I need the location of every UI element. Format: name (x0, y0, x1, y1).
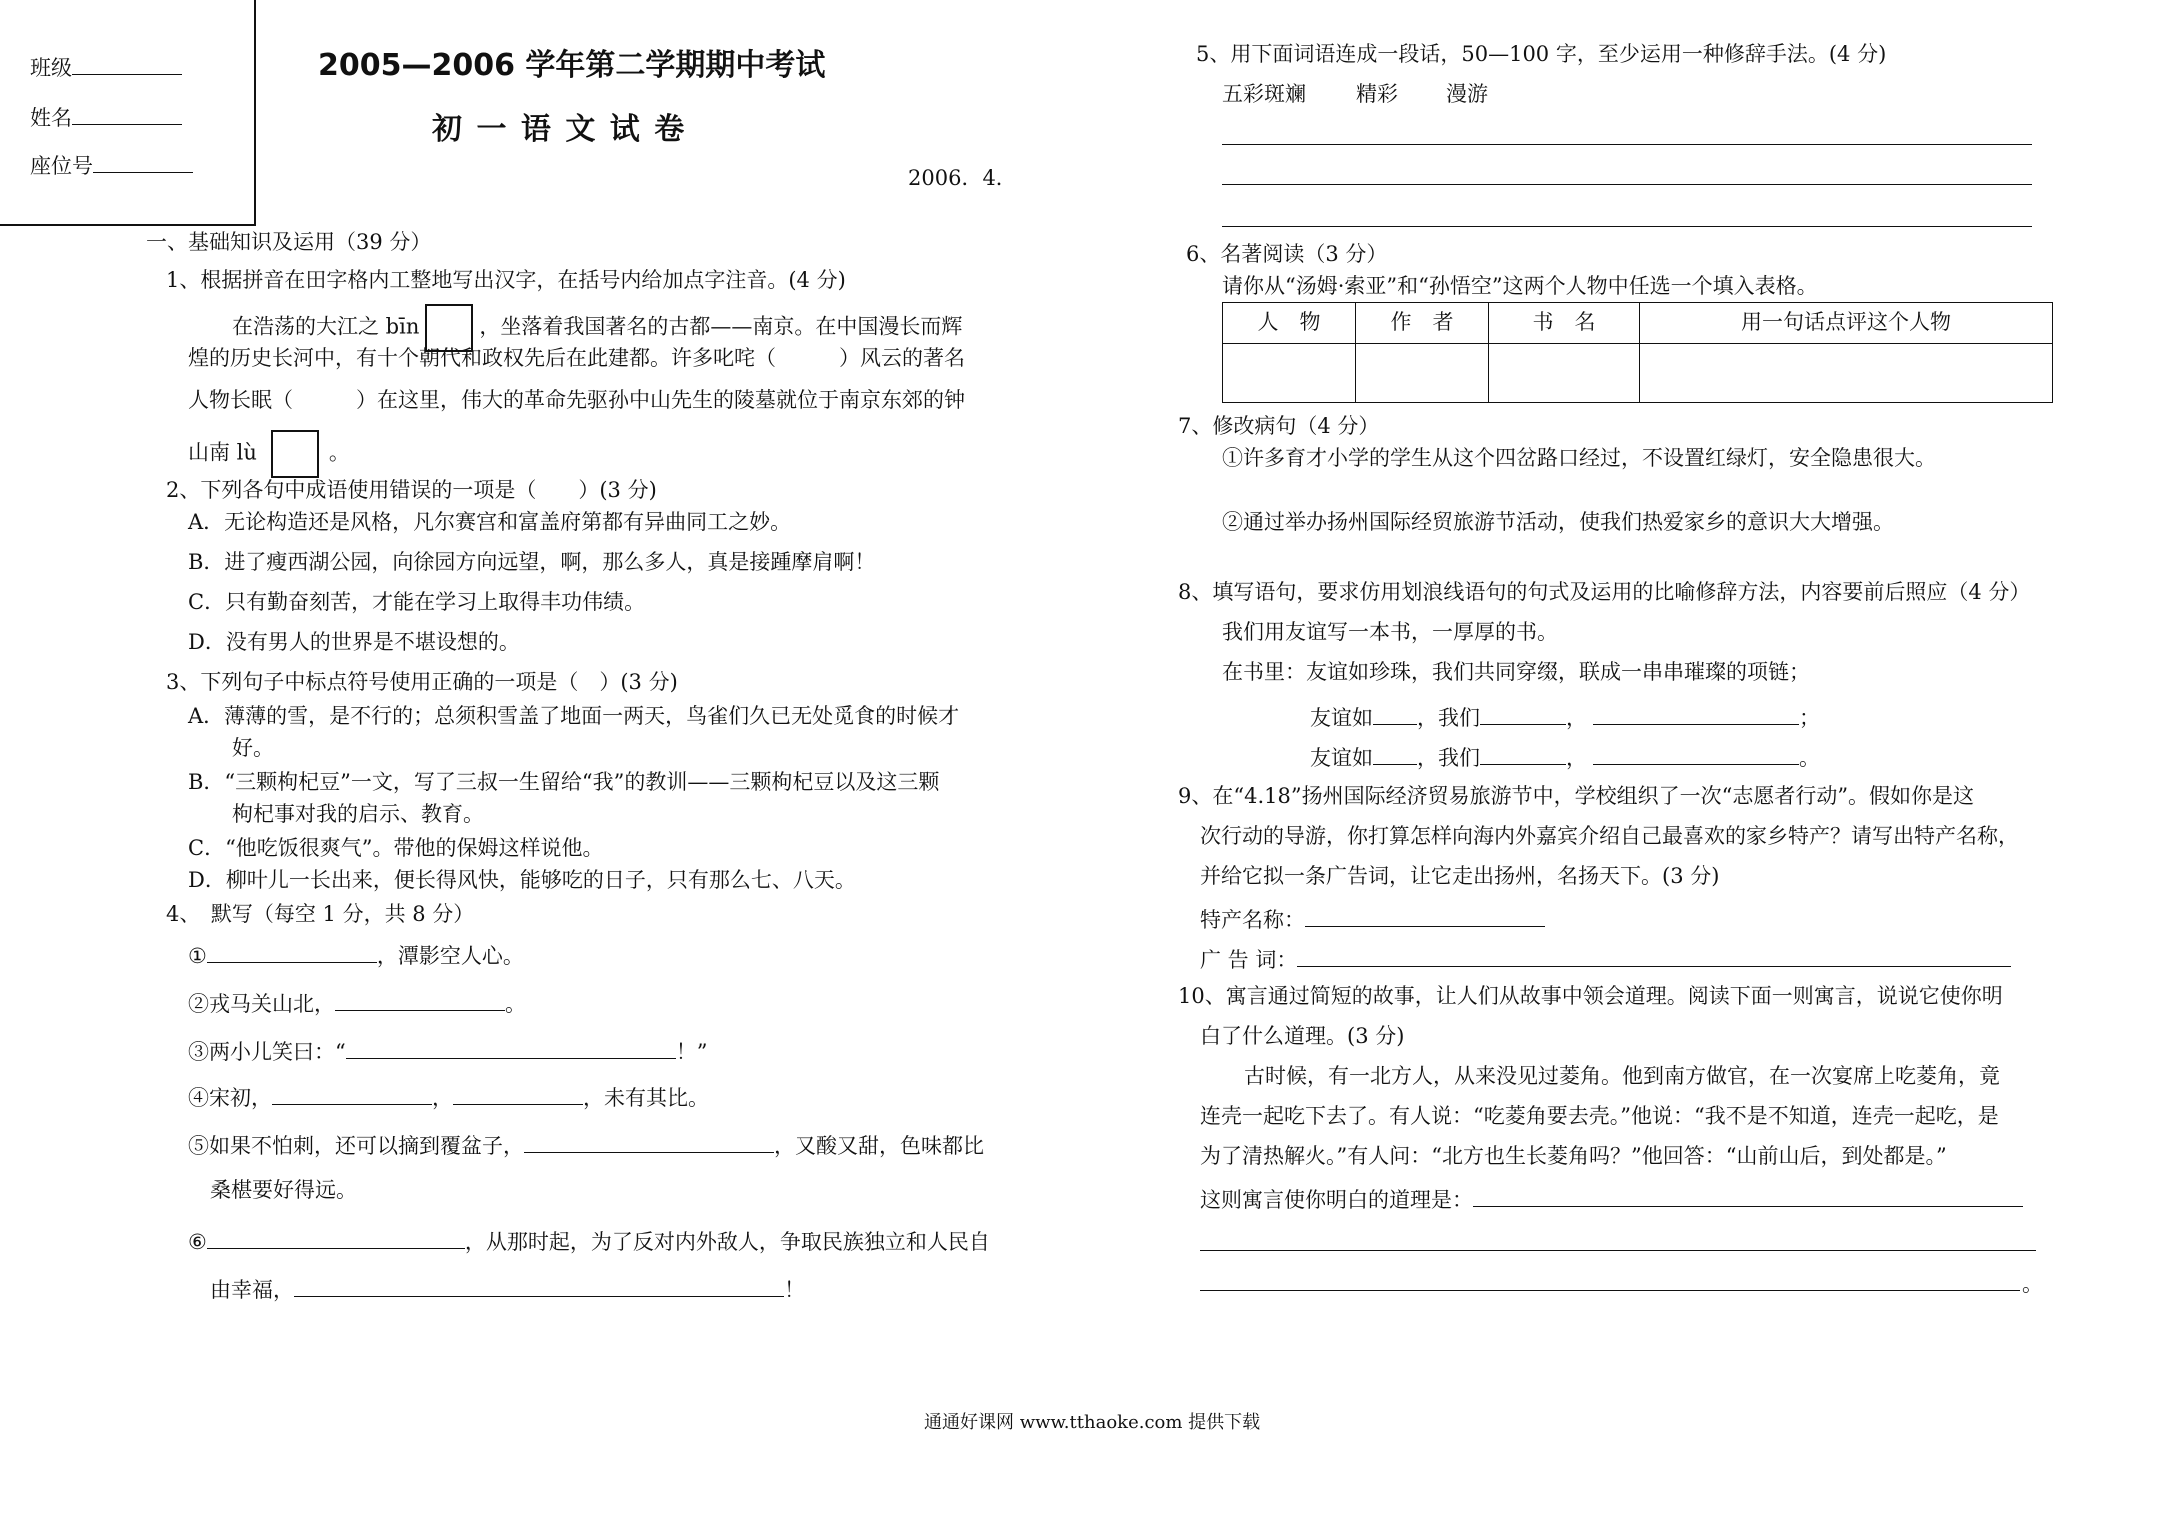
q4-item-1: ① ，潭影空人心。 (188, 940, 524, 969)
q9-line-1: 9、在“4.18”扬州国际经济贸易旅游节中，学校组织了一次“志愿者行动”。假如你是这 (1178, 784, 1975, 808)
q7-stem: 7、修改病句（4 分） (1178, 414, 1380, 438)
col-character: 人 物 (1223, 303, 1356, 344)
q9-line-2: 次行动的导游，你打算怎样向海内外嘉宾介绍自己最喜欢的家乡特产？请写出特产名称， (1200, 824, 2019, 848)
footer-source: 通通好课网 www.tthaoke.com 提供下载 (924, 1412, 1261, 1433)
q2-stem: 2、下列各句中成语使用错误的一项是（ ）(3 分) (166, 478, 657, 502)
q10-passage-1: 古时候，有一北方人，从来没见过菱角。他到南方做官，在一次宴席上吃菱角，竟 (1244, 1064, 2000, 1088)
cell-author[interactable] (1356, 344, 1489, 403)
q6-table (1222, 302, 2053, 403)
q10-line-1: 10、寓言通过简短的故事，让人们从故事中领会道理。阅读下面一则寓言，说说它使你明 (1178, 984, 2003, 1008)
cell-character[interactable] (1223, 344, 1356, 403)
q7-sentence-2: ②通过举办扬州国际经贸旅游节活动，使我们热爱家乡的意识大大增强。 (1222, 510, 1894, 534)
blank-8[interactable] (294, 1274, 784, 1297)
q5-word-2: 精彩 (1356, 82, 1398, 106)
blank-4[interactable] (272, 1082, 432, 1105)
q1-stem: 1、根据拼音在田字格内工整地写出汉字，在括号内给加点字注音。(4 分) (166, 268, 846, 292)
q8-fill-1: 友谊如 ，我们 ， ； (1310, 702, 1820, 731)
exam-title: 2005—2006 学年第二学期期中考试 (318, 48, 826, 83)
col-book: 书 名 (1489, 303, 1640, 344)
char-box-lu[interactable] (271, 430, 319, 478)
q8-stem: 8、填写语句，要求仿用划浪线语句的句式及运用的比喻修辞方法，内容要前后照应（4 分） (1178, 580, 2031, 604)
blank-1[interactable] (207, 940, 377, 963)
q9-product-name: 特产名称： (1200, 904, 1545, 933)
col-comment: 用一句话点评这个人物 (1640, 303, 2053, 344)
class-field[interactable] (30, 52, 182, 81)
exam-subtitle: 初 一 语 文 试 卷 (432, 112, 687, 147)
section-1-heading: 一、基础知识及运用（39 分） (146, 230, 432, 254)
blank-5[interactable] (453, 1082, 583, 1105)
seat-field[interactable] (30, 150, 193, 179)
blank-3[interactable] (346, 1036, 676, 1059)
q5-answer-line-2[interactable] (1222, 184, 2032, 185)
exam-date: 2006．4． (908, 166, 1017, 190)
name-label: 姓名 (30, 106, 72, 131)
q4-item-5: ⑤如果不怕刺，还可以摘到覆盆子， ，又酸又甜，色味都比 (188, 1130, 984, 1159)
q3-option-d: D．柳叶儿一长出来，便长得风快，能够吃的日子，只有那么七、八天。 (188, 868, 856, 892)
q9-ad-slogan: 广 告 词： (1200, 944, 2011, 973)
q10-answer-blank-1[interactable] (1473, 1184, 2023, 1207)
q2-option-d: D．没有男人的世界是不堪设想的。 (188, 630, 520, 654)
blank-7[interactable] (207, 1226, 465, 1249)
q6-instruction: 请你从“汤姆·索亚”和“孙悟空”这两个人物中任选一个填入表格。 (1222, 274, 1818, 298)
char-box-bin[interactable] (425, 304, 473, 352)
q3-option-a-cont: 好。 (232, 736, 274, 760)
col-author: 作 者 (1356, 303, 1489, 344)
q10-passage-2: 连壳一起吃下去了。有人说：“吃菱角要去壳。”他说：“我不是不知道，连壳一起吃，是 (1200, 1104, 1999, 1128)
ad-slogan-blank[interactable] (1297, 944, 2011, 967)
product-name-blank[interactable] (1305, 904, 1545, 927)
q5-answer-line-1[interactable] (1222, 144, 2032, 145)
q3-stem: 3、下列句子中标点符号使用正确的一项是（ ）(3 分) (166, 670, 678, 694)
q1-line1: 在浩荡的大江之 bīn ，坐落着我国著名的古都——南京。在中国漫长而辉 (232, 304, 962, 352)
q3-option-b: B．“三颗枸杞豆”一文，写了三叔一生留给“我”的教训——三颗枸杞豆以及这三颗 (188, 770, 940, 794)
q4-item-4: ④宋初， ， ，未有其比。 (188, 1082, 709, 1111)
q10-answer-line-3[interactable] (1200, 1290, 2020, 1291)
q6-stem: 6、名著阅读（3 分） (1186, 242, 1388, 266)
q1-line3: 人物长眠（ ）在这里，伟大的革命先驱孙中山先生的陵墓就位于南京东郊的钟 (188, 388, 965, 412)
q10-end-mark: 。 (2022, 1272, 2043, 1296)
q8-fill-2: 友谊如 ，我们 ， 。 (1310, 742, 1820, 771)
q4-item-6: ⑥ ，从那时起，为了反对内外敌人，争取民族独立和人民自 (188, 1226, 990, 1255)
q10-answer-label: 这则寓言使你明白的道理是： (1200, 1184, 2023, 1213)
q10-answer-line-2[interactable] (1200, 1250, 2036, 1251)
blank-2[interactable] (335, 988, 505, 1011)
q5-stem: 5、用下面词语连成一段话，50—100 字，至少运用一种修辞手法。(4 分) (1196, 42, 1887, 66)
q4-item-6-cont: 由幸福， ！ (210, 1274, 805, 1303)
q2-option-b: B．进了瘦西湖公园，向徐园方向远望，啊，那么多人，真是接踵摩肩啊！ (188, 550, 876, 574)
q9-line-3: 并给它拟一条广告词，让它走出扬州，名扬天下。(3 分) (1200, 864, 1720, 888)
q5-answer-line-3[interactable] (1222, 226, 2032, 227)
name-field[interactable] (30, 102, 182, 131)
q10-passage-3: 为了清热解火。”有人问：“北方也生长菱角吗？”他回答：“山前山后，到处都是。” (1200, 1144, 1947, 1168)
q4-stem: 4、 默写（每空 1 分，共 8 分） (166, 902, 475, 926)
q4-item-3: ③两小儿笑曰：“ ！” (188, 1036, 708, 1065)
q2-option-a: A．无论构造还是风格，凡尔赛宫和富盖府第都有异曲同工之妙。 (188, 510, 792, 534)
q1-line4: 山南 lù 。 (188, 430, 350, 478)
q3-option-c: C．“他吃饭很爽气”。带他的保姆这样说他。 (188, 836, 604, 860)
q5-word-3: 漫游 (1446, 82, 1488, 106)
q7-sentence-1: ①许多育才小学的学生从这个四岔路口经过，不设置红绿灯，安全隐患很大。 (1222, 446, 1936, 470)
q4-item-2: ②戎马关山北， 。 (188, 988, 526, 1017)
cell-comment[interactable] (1640, 344, 2053, 403)
seat-label: 座位号 (30, 154, 93, 179)
q1-line2: 煌的历史长河中，有十个朝代和政权先后在此建都。许多叱咤（ ）风云的著名 (188, 346, 965, 370)
q3-option-b-cont: 枸杞事对我的启示、教育。 (232, 802, 484, 826)
cell-book[interactable] (1489, 344, 1640, 403)
q8-line-1: 我们用友谊写一本书，一厚厚的书。 (1222, 620, 1558, 644)
q4-item-5-cont: 桑椹要好得远。 (210, 1178, 357, 1202)
q10-line-2: 白了什么道理。(3 分) (1200, 1024, 1405, 1048)
class-label: 班级 (30, 56, 72, 81)
blank-6[interactable] (524, 1130, 774, 1153)
q2-option-c: C．只有勤奋刻苦，才能在学习上取得丰功伟绩。 (188, 590, 646, 614)
q5-word-1: 五彩斑斓 (1222, 82, 1306, 106)
q8-line-2: 在书里：友谊如珍珠，我们共同穿缀，联成一串串璀璨的项链； (1222, 660, 1810, 684)
q3-option-a: A．薄薄的雪，是不行的；总须积雪盖了地面一两天，鸟雀们久已无处觅食的时候才 (188, 704, 960, 728)
